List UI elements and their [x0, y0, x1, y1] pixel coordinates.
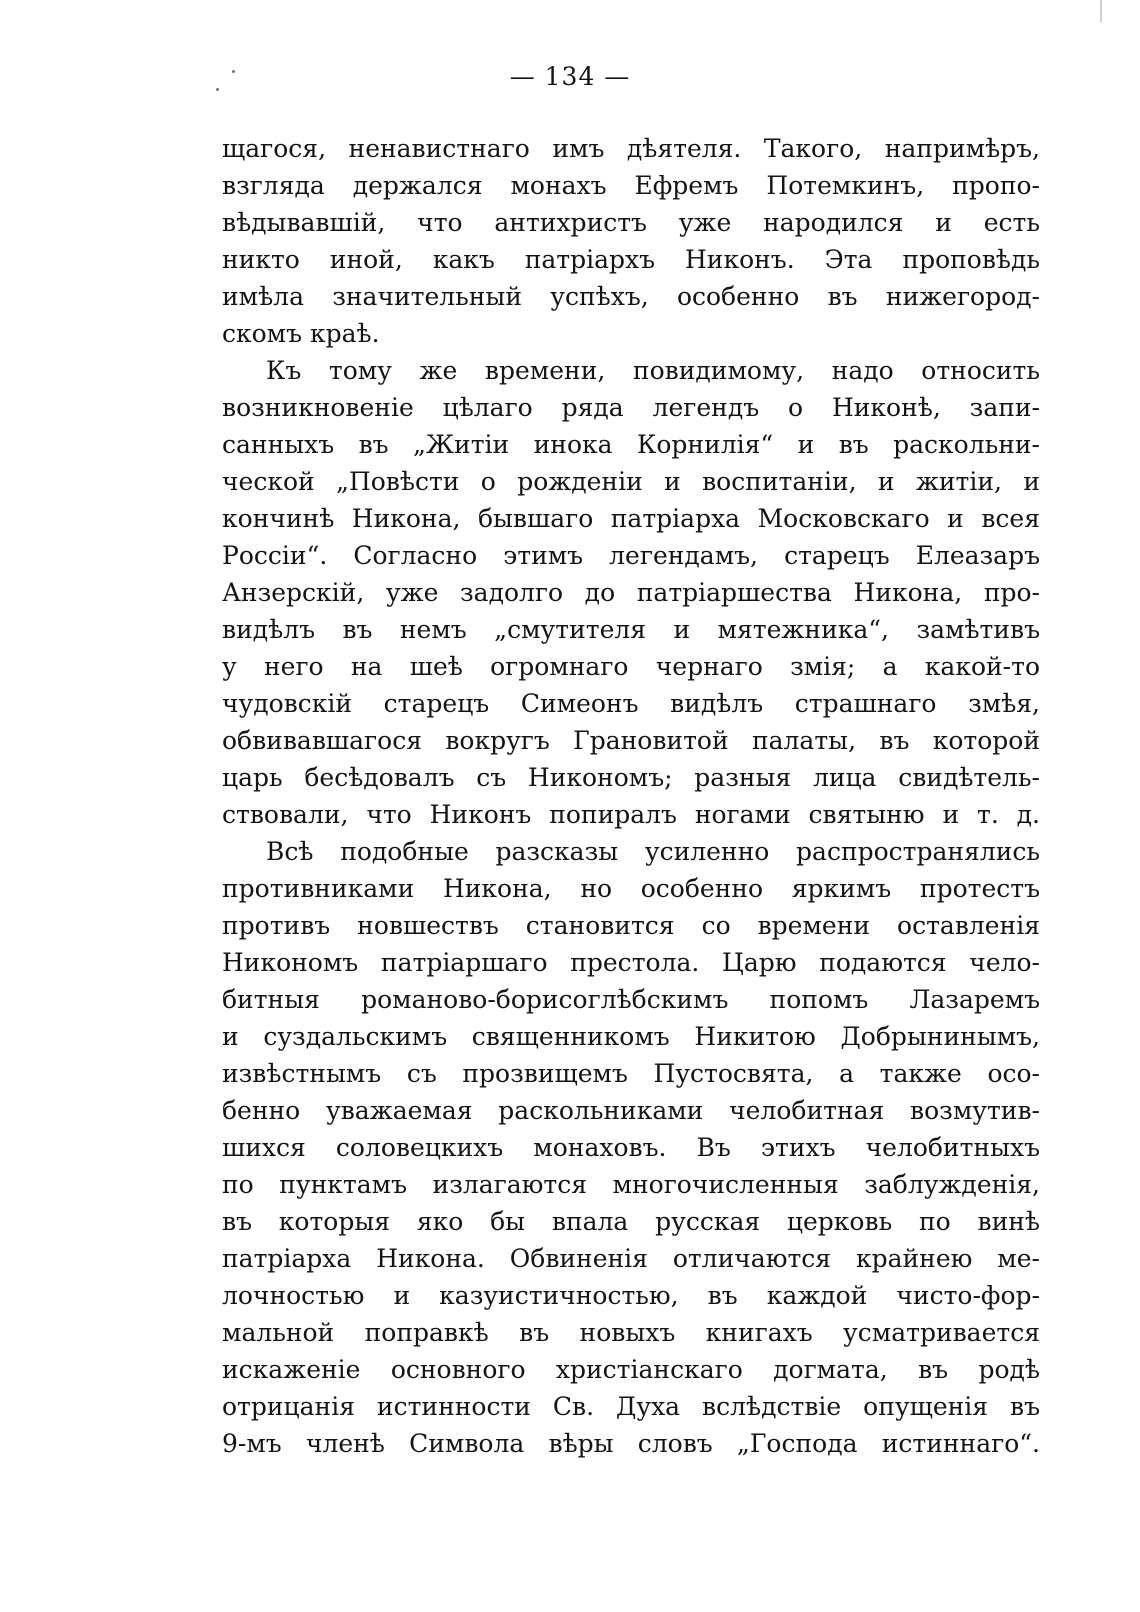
text-line: и суздальскимъ священникомъ Никитою Добрынинымъ, — [222, 1022, 1040, 1051]
text-line: бенно уважаемая раскольниками челобитная возмутив- — [222, 1096, 1040, 1125]
text-line: въ которыя яко бы впала русская церковь по винѣ — [222, 1207, 1040, 1236]
text-line: шихся соловецкихъ монаховъ. Въ этихъ челобитныхъ — [222, 1133, 1040, 1162]
text-line: лочностью и казуистичностью, въ каждой чисто-фор- — [222, 1281, 1040, 1310]
text-line: кончинѣ Никона, бывшаго патріарха Московскаго и всея — [222, 504, 1040, 533]
paragraph-end-line: скомъ краѣ. — [222, 319, 380, 348]
text-line: противъ новшествъ становится со времени оставленія — [222, 911, 1040, 940]
body-text — [222, 130, 1040, 1462]
paragraph-start-line: Всѣ подобные разсказы усиленно распространялись — [266, 837, 1040, 866]
text-line: Никономъ патріаршаго престола. Царю подаются чело- — [222, 948, 1040, 977]
text-line: отрицанія истинности Св. Духа вслѣдствіе опущенія въ — [222, 1392, 1040, 1421]
text-line: мальной поправкѣ въ новыхъ книгахъ усматривается — [222, 1318, 1040, 1347]
text-line: видѣлъ въ немъ „смутителя и мятежника“, замѣтивъ — [222, 615, 1040, 644]
text-line: 9-мъ членѣ Символа вѣры словъ „Господа истиннаго“. — [222, 1429, 1040, 1458]
text-line: Россіи“. Согласно этимъ легендамъ, старецъ Елеазаръ — [222, 541, 1040, 570]
text-line: патріарха Никона. Обвиненія отличаются крайнею ме- — [222, 1244, 1040, 1273]
text-line: вѣдывавшій, что антихристъ уже народился и есть — [222, 208, 1040, 237]
paragraph-end-line: ствовали, что Никонъ попиралъ ногами святыню и т. д. — [222, 800, 1040, 829]
text-line: щагося, ненавистнаго имъ дѣятеля. Такого, напримѣръ, — [222, 134, 1040, 163]
text-line: извѣстнымъ съ прозвищемъ Пустосвята, а также осо- — [222, 1059, 1040, 1088]
text-line: возникновеніе цѣлаго ряда легендъ о Никонѣ, запи- — [222, 393, 1040, 422]
text-line: имѣла значительный успѣхъ, особенно въ нижегород- — [222, 282, 1040, 311]
page-number: — 134 — — [509, 62, 631, 91]
text-line: чудовскій старецъ Симеонъ видѣлъ страшнаго змѣя, — [222, 689, 1040, 718]
text-line: царь бесѣдовалъ съ Никономъ; разныя лица свидѣтель- — [222, 763, 1040, 792]
paragraph-start-line: Къ тому же времени, повидимому, надо относить — [266, 356, 1040, 385]
text-line: искаженіе основного христіанскаго догмата, въ родѣ — [222, 1355, 1040, 1384]
text-line: битныя романово-борисоглѣбскимъ попомъ Лазаремъ — [222, 985, 1040, 1014]
text-line: санныхъ въ „Житіи инока Корнилія“ и въ раскольни- — [222, 430, 1040, 459]
text-line: взгляда держался монахъ Ефремъ Потемкинъ, пропо- — [222, 171, 1040, 200]
text-line: никто иной, какъ патріархъ Никонъ. Эта проповѣдь — [222, 245, 1040, 274]
text-line: обвивавшагося вокругъ Грановитой палаты, въ которой — [222, 726, 1040, 755]
scan-edge-mark — [1100, 0, 1102, 22]
text-line: Анзерскій, уже задолго до патріаршества Никона, про- — [222, 578, 1040, 607]
text-line: противниками Никона, но особенно яркимъ протестъ — [222, 874, 1040, 903]
text-line: ческой „Повѣсти о рожденіи и воспитаніи, и житіи, и — [222, 467, 1040, 496]
text-line: по пунктамъ излагаются многочисленныя заблужденія, — [222, 1170, 1040, 1199]
text-line: у него на шеѣ огромнаго чернаго змія; а какой-то — [222, 652, 1040, 681]
